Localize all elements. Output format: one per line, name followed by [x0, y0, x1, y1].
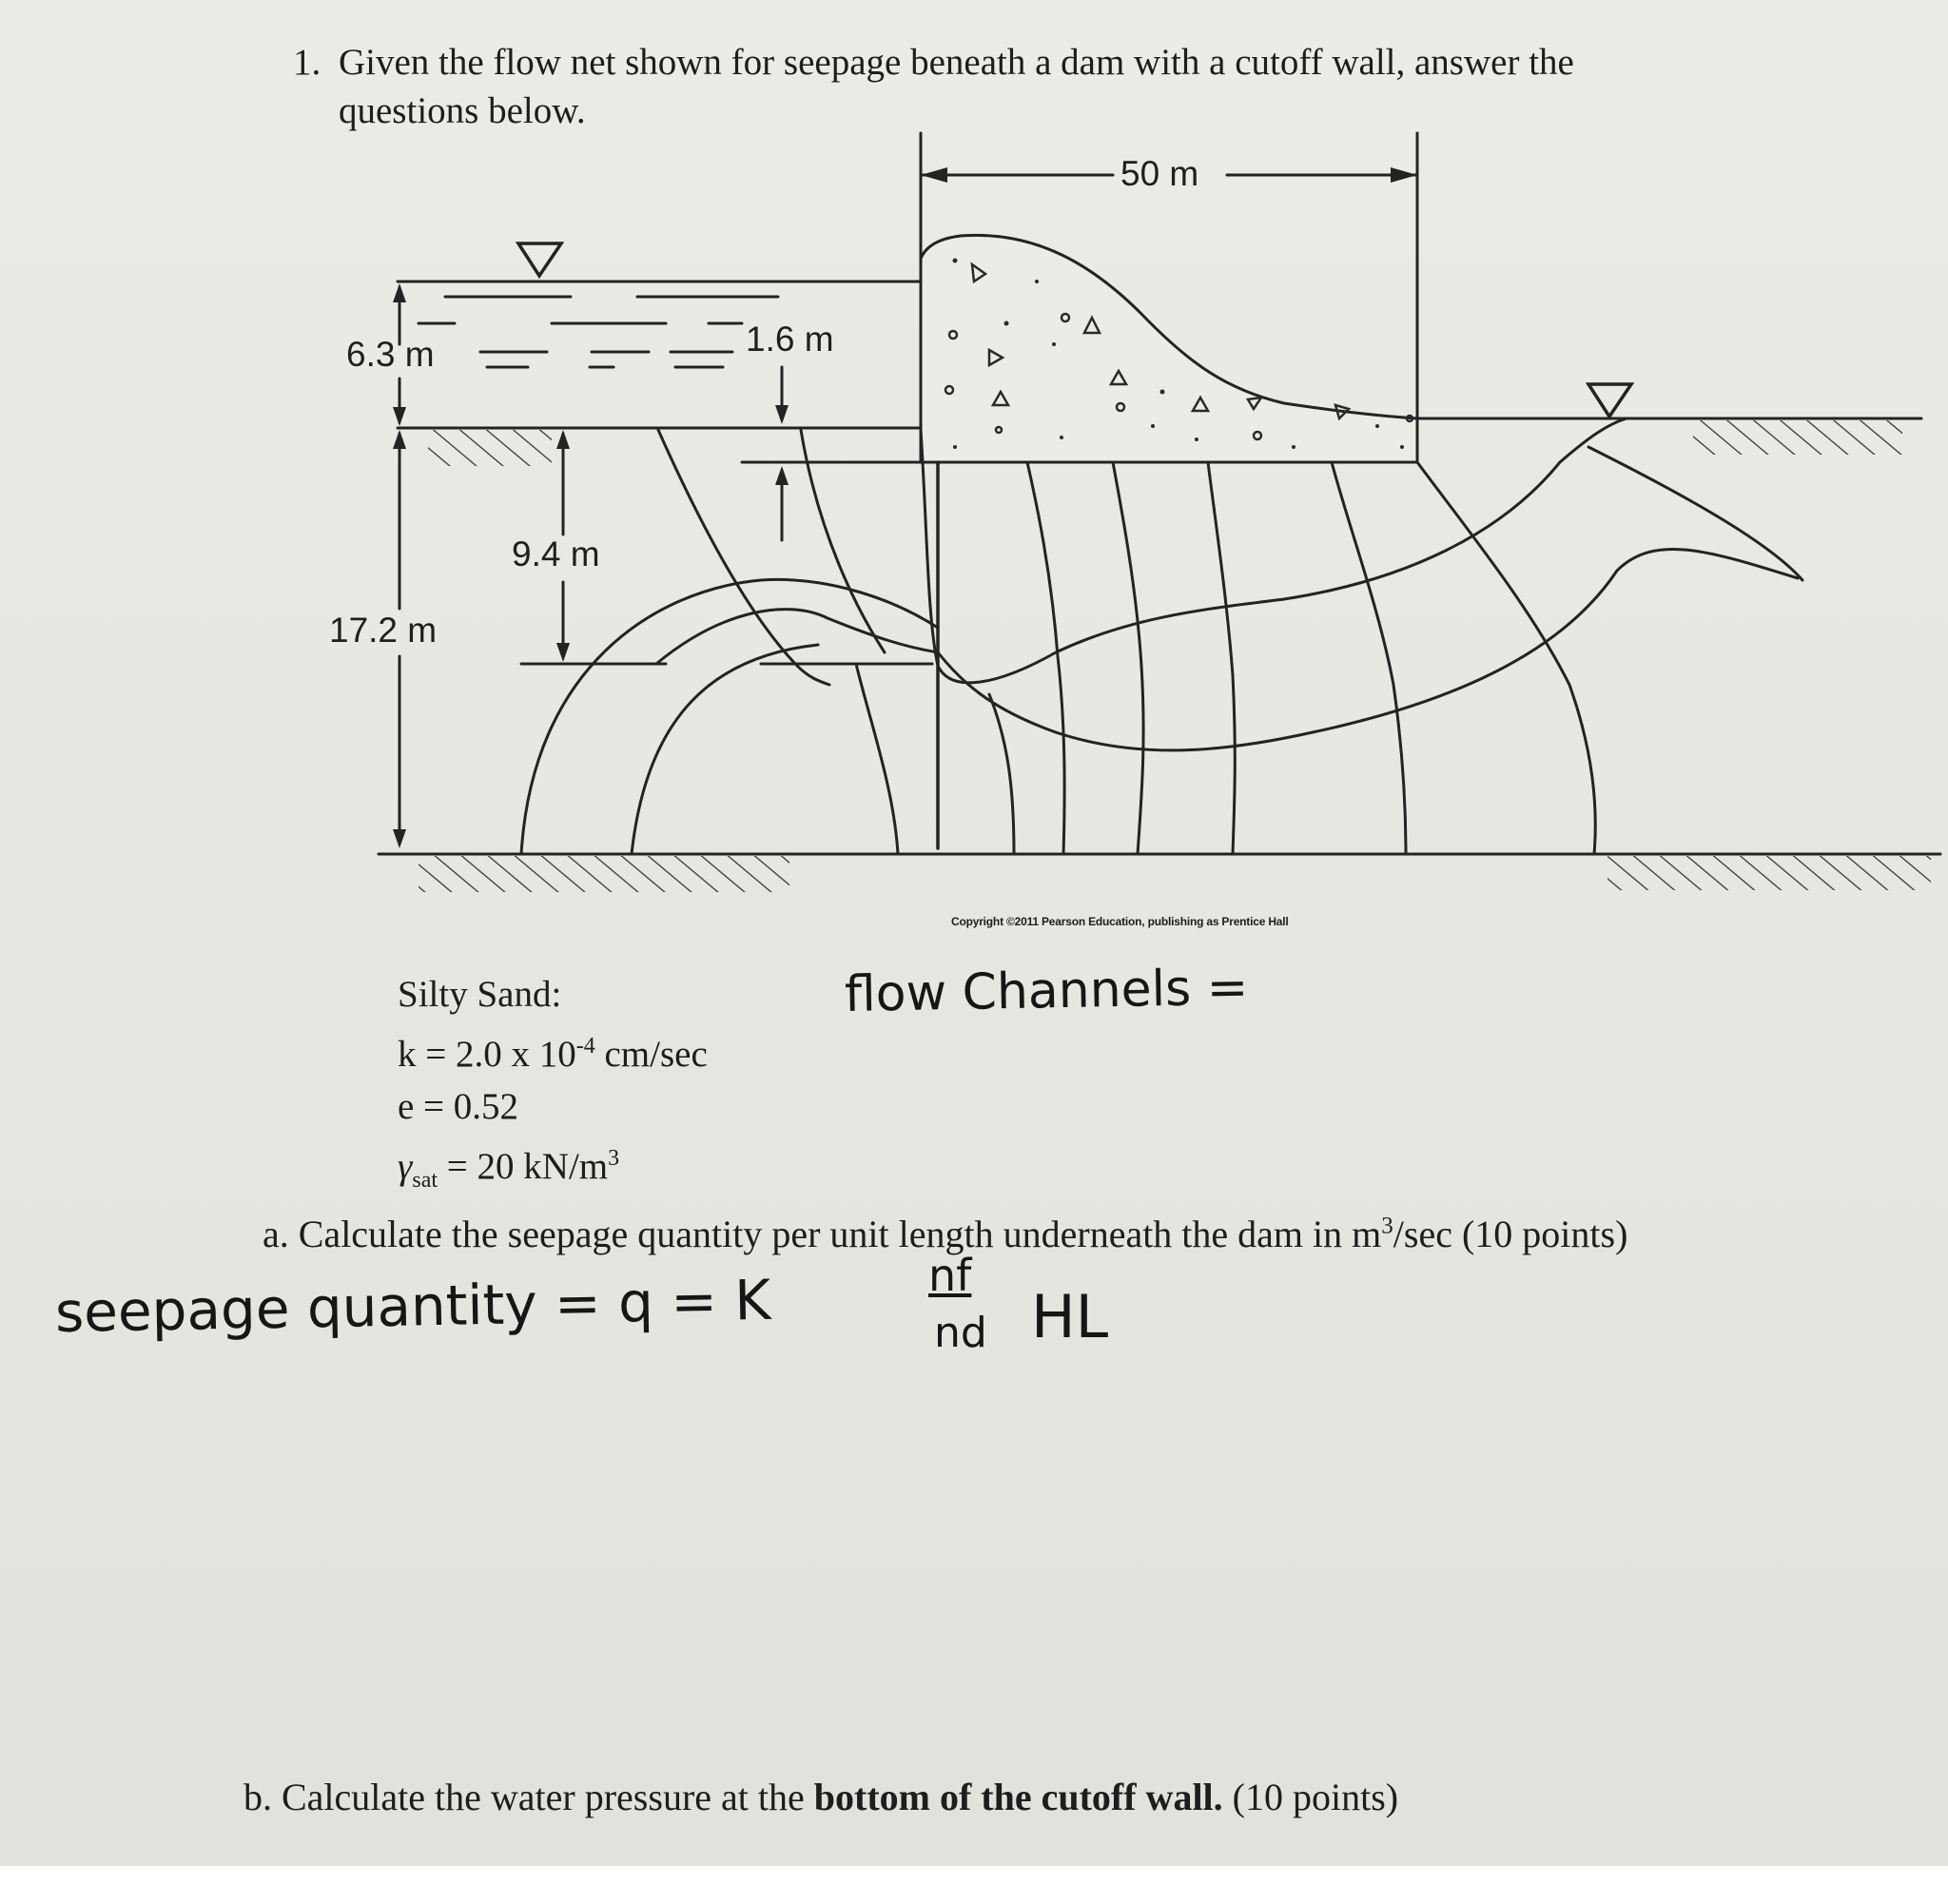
copyright-notice: Copyright ©2011 Pearson Education, publishing as Prentice Hall: [951, 915, 1289, 928]
part-a-suffix: /sec (10 points): [1393, 1213, 1628, 1255]
part-b-text: b. Calculate the water pressure at the: [244, 1776, 814, 1818]
wall-length-arrow-up: [556, 430, 570, 449]
aggregate-dot-7: [1151, 424, 1155, 428]
gamma-subscript: sat: [412, 1167, 438, 1193]
permeability-exponent: -4: [575, 1034, 595, 1059]
wall-length-label: 9.4 m: [512, 534, 600, 573]
equipotential-7: [1208, 462, 1235, 854]
dam-width-arrow-right: [1391, 167, 1417, 183]
part-b-suffix: (10 points): [1222, 1776, 1399, 1818]
aggregate-dot-1: [953, 259, 958, 263]
equipotential-6: [1113, 462, 1143, 854]
equipotential-10: [1588, 447, 1802, 580]
downstream-ground-hatch: [1693, 420, 1902, 455]
equipotential-9: [1417, 462, 1595, 854]
gamma-value: = 20 kN/m: [438, 1146, 609, 1187]
layer-thickness-arrow-down: [393, 829, 406, 848]
question-number: 1.: [293, 42, 321, 83]
soil-properties: [398, 968, 708, 1207]
aggregate-dot-5: [1060, 436, 1063, 439]
headwater-depth-arrow-down: [393, 407, 406, 426]
equipotential-4: [989, 694, 1014, 854]
question-text-line2: questions below.: [339, 90, 586, 131]
layer-thickness-arrow-up: [393, 430, 406, 449]
equipotential-3: [856, 664, 898, 854]
dam-width-arrow-left: [921, 167, 947, 183]
aggregate-dot-2: [1035, 280, 1039, 283]
page-bottom-margin: [0, 1866, 1948, 1904]
headwater-depth-label: 6.3 m: [346, 335, 435, 374]
permeability: [398, 1020, 708, 1080]
cutoff-depth-arrow-up: [775, 466, 789, 485]
headwater-depth-arrow-up: [393, 283, 406, 302]
saturated-unit-weight: [398, 1133, 708, 1207]
cutoff-depth-arrow-down: [775, 405, 789, 424]
tailwater-level-marker: [1588, 384, 1631, 417]
aggregate-dot-3: [1004, 321, 1009, 326]
upstream-ground-hatch: [428, 430, 552, 466]
handwritten-nd: nd: [934, 1309, 987, 1357]
base-hatch-left: [419, 856, 789, 892]
handwritten-flow-channels: flow Channels =: [844, 959, 1249, 1023]
part-a-text: a. Calculate the seepage quantity per unit length underneath the dam in m: [263, 1213, 1382, 1255]
part-b-emphasis: bottom of the cutoff wall.: [813, 1776, 1223, 1818]
handwritten-seepage-formula: seepage quantity = q = K: [54, 1267, 771, 1345]
gamma-exponent: 3: [608, 1146, 620, 1171]
wall-length-arrow-down: [556, 643, 570, 662]
equipotential-8: [1332, 462, 1406, 854]
aggregate-dot-6: [1160, 390, 1165, 395]
permeability-unit: cm/sec: [594, 1034, 708, 1075]
handwritten-hl: HL: [1031, 1282, 1109, 1351]
question-text-line1: Given the flow net shown for seepage beneath a dam with a cutoff wall, answer the: [339, 42, 1574, 83]
aggregate-dot-9: [1292, 445, 1295, 449]
aggregate-dot-11: [1400, 445, 1404, 449]
void-ratio: e = 0.52: [398, 1086, 519, 1127]
permeability-value: k = 2.0 x 10: [398, 1034, 576, 1075]
base-hatch-right: [1607, 856, 1931, 890]
flow-line-2: [656, 549, 1798, 749]
part-b-prompt: [244, 1775, 1398, 1819]
aggregate-dot-10: [1375, 424, 1379, 428]
aggregate-dot-4: [1052, 342, 1056, 346]
dam-width-label: 50 m: [1120, 154, 1199, 193]
handwritten-nf: nf: [928, 1250, 972, 1301]
aggregate-dot-8: [1195, 437, 1198, 441]
soil-name: Silty Sand:: [398, 974, 562, 1015]
headwater-level-marker: [518, 243, 561, 276]
gamma-symbol: γ: [398, 1146, 413, 1187]
cutoff-depth-label: 1.6 m: [746, 320, 834, 359]
part-a-prompt: [263, 1212, 1627, 1256]
aggregate-dot-12: [953, 445, 957, 449]
part-a-exponent: 3: [1381, 1213, 1393, 1239]
flow-line-4: [632, 645, 818, 854]
layer-thickness-label: 17.2 m: [329, 611, 438, 650]
